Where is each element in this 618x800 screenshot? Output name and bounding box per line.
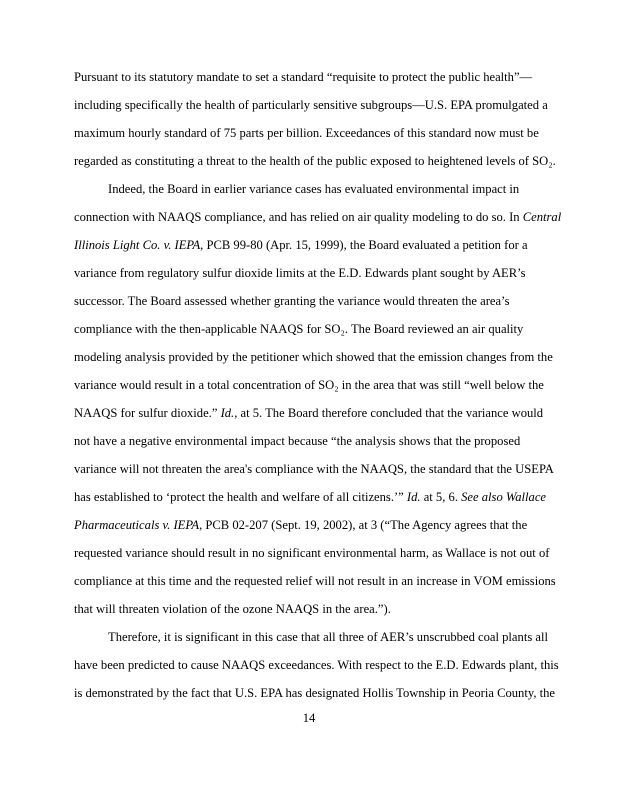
text-line: Pharmaceuticals v. IEPA, PCB 02-207 (Sept. 19, 2002), at 3 (“The Agency agrees that the [74, 518, 528, 532]
text-line: variance will not threaten the area's compliance with the NAAQS, the standard that the USEPA [74, 462, 554, 476]
text-line: compliance with the then-applicable NAAQS for SO₂. The Board reviewed an air quality [74, 322, 524, 336]
text-line: Therefore, it is significant in this case that all three of AER’s unscrubbed coal plants all [108, 630, 548, 644]
text-line: Pursuant to its statutory mandate to set a standard “requisite to protect the public health”— [74, 70, 533, 84]
text-line: maximum hourly standard of 75 parts per billion. Exceedances of this standard now must be [74, 126, 539, 140]
page-number: 14 [302, 711, 316, 725]
case-name: Central [522, 210, 562, 224]
text-line: connection with NAAQS compliance, and has relied on air quality modeling to do so. In Central [74, 210, 562, 224]
text-line: variance would result in a total concentration of SO₂ in the area that was still “well below the [74, 378, 544, 392]
text-line: has established to ‘protect the health and welfare of all citizens.’” Id. at 5, 6. See also Wallace [74, 490, 546, 504]
text-line: regarded as constituting a threat to the health of the public exposed to heightened levels of SO₂. [74, 154, 556, 168]
text-line: successor. The Board assessed whether granting the variance would threaten the area’s [74, 294, 510, 308]
text-line: including specifically the health of particularly sensitive subgroups—U.S. EPA promulgated a [74, 98, 548, 112]
text-line: Illinois Light Co. v. IEPA, PCB 99-80 (Apr. 15, 1999), the Board evaluated a petition for a [74, 238, 528, 252]
text-line: Indeed, the Board in earlier variance cases has evaluated environmental impact in [108, 182, 520, 196]
citation-id: Id. [406, 490, 421, 504]
text-line: variance from regulatory sulfur dioxide limits at the E.D. Edwards plant sought by AER’s [74, 266, 526, 280]
text-line: not have a negative environmental impact because “the analysis shows that the proposed [74, 434, 521, 448]
text-line: NAAQS for sulfur dioxide.” Id., at 5. The Board therefore concluded that the variance would [74, 406, 544, 420]
see-also-citation: See also Wallace [461, 490, 546, 504]
case-name: Pharmaceuticals v. IEPA [74, 518, 200, 532]
text-line: requested variance should result in no significant environmental harm, as Wallace is not out of [74, 546, 550, 560]
text-line: is demonstrated by the fact that U.S. EPA has designated Hollis Township in Peoria County, the [74, 686, 556, 700]
text-line: modeling analysis provided by the petitioner which showed that the emission changes from the [74, 350, 553, 364]
case-name: Illinois Light Co. v. IEPA [74, 238, 201, 252]
text-line: that will threaten violation of the ozone NAAQS in the area.”). [74, 602, 391, 616]
text-line: compliance at this time and the requested relief will not result in an increase in VOM emissions [74, 574, 556, 588]
citation-id: Id. [220, 406, 235, 420]
text-line: have been predicted to cause NAAQS exceedances. With respect to the E.D. Edwards plant, this [74, 658, 559, 672]
